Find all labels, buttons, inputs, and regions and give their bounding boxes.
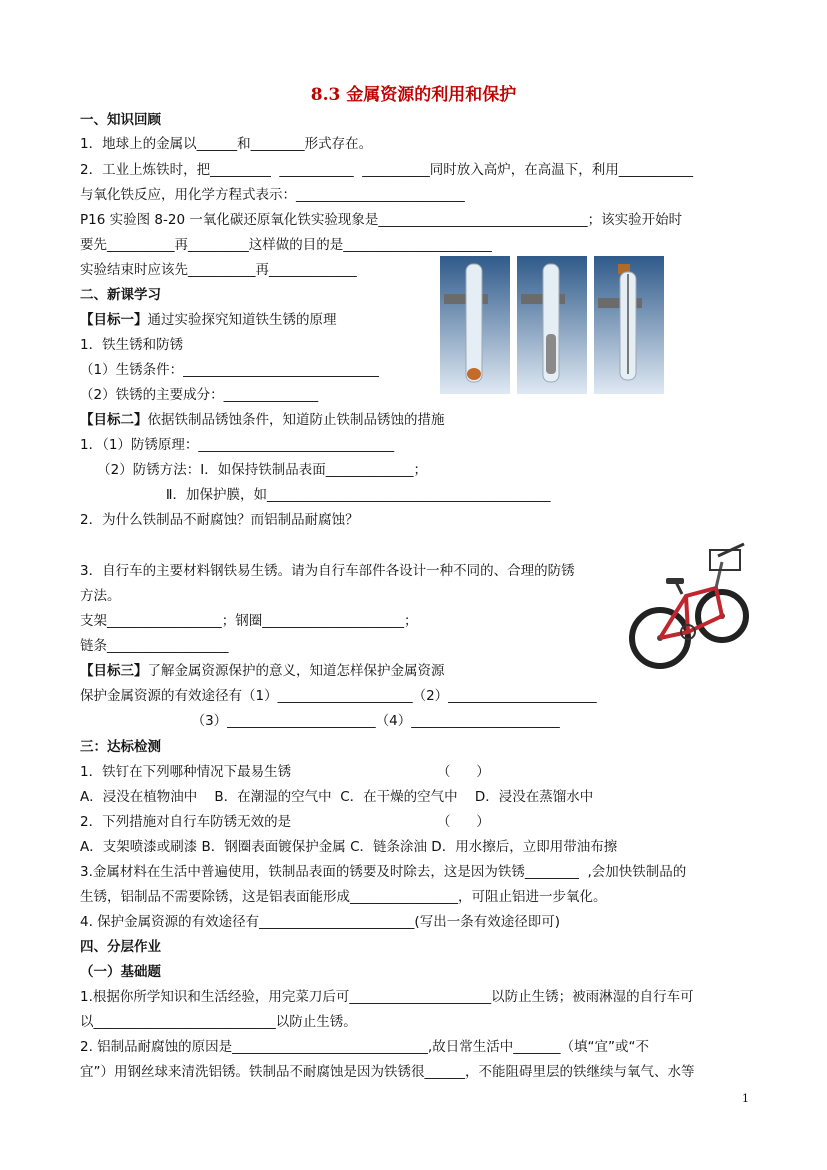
- text-line: 方法。: [80, 588, 121, 604]
- text-line: 3．自行车的主要材料钢铁易生锈。请为自行车部件各设计一种不同的、合理的防锈: [80, 563, 575, 579]
- text-line: 以___________________________以防止生锈。: [80, 1014, 357, 1030]
- text-line: 链条__________________: [80, 638, 229, 654]
- text-line: 一、知识回顾: [80, 112, 161, 128]
- text-line: 生锈，铝制品不需要除锈，这是铝表面能形成________________，可阻止铝进一步氧化。: [80, 889, 607, 905]
- text-line: 4. 保护金属资源的有效途径有_______________________(写出一条有效途径即可): [80, 914, 560, 930]
- goal-text: 了解金属资源保护的意义，知道怎样保护金属资源: [147, 663, 445, 679]
- text-line: 二、新课学习: [80, 287, 161, 303]
- text-line: [80, 661, 445, 681]
- goal-tag: 【目标二】: [80, 412, 148, 428]
- text-line: [80, 410, 445, 430]
- text-line: （2）防锈方法：Ⅰ．如保持铁制品表面_____________；: [80, 462, 427, 478]
- text-line: （2）铁锈的主要成分：______________: [80, 387, 319, 403]
- text-line: P16 实验图 8-20 一氧化碳还原氧化铁实验现象是_______________________________；该实验开始时: [80, 212, 683, 228]
- text-line: （3）______________________（4）______________________: [80, 713, 560, 729]
- text-line: 1．地球上的金属以______和________形式存在。: [80, 136, 373, 152]
- page-title: 8.3 金属资源的利用和保护: [310, 85, 517, 105]
- goal-tag: 【目标一】: [80, 312, 148, 328]
- text-line: 三：达标检测: [80, 739, 161, 755]
- text-line: （1）生锈条件：_____________________________: [80, 362, 379, 378]
- text-line: 保护金属资源的有效途径有（1）____________________（2）______________________: [80, 688, 597, 704]
- text-line: 2. 铝制品耐腐蚀的原因是_____________________________,故日常生活中_______（填“宜”或“不: [80, 1039, 649, 1055]
- bicycle-image: [626, 536, 750, 676]
- text-line: 宜”）用钢丝球来清洗铝锈。铁制品不耐腐蚀是因为铁锈很______，不能阻碍里层的铁继续与氧气、水等: [80, 1064, 695, 1080]
- text-line: 1.根据你所学知识和生活经验，用完菜刀后可_____________________以防止生锈；被雨淋湿的自行车可: [80, 989, 694, 1005]
- text-line: 1．（1）防锈原理：_____________________________: [80, 437, 395, 453]
- text-line: 2．下列措施对自行车防锈无效的是 （ ）: [80, 814, 490, 830]
- text-line: 3.金属材料在生活中普遍使用，铁制品表面的锈要及时除去，这是因为铁锈________ ,会加快铁制品的: [80, 864, 687, 880]
- goal-tag: 【目标三】: [80, 663, 148, 679]
- text-line: [80, 310, 337, 330]
- text-line: （一）基础题: [80, 964, 161, 980]
- text-line: 与氧化铁反应，用化学方程式表示：_________________________: [80, 187, 465, 203]
- goal-text: 通过实验探究知道铁生锈的原理: [147, 312, 337, 328]
- text-line: 2．为什么铁制品不耐腐蚀？而铝制品耐腐蚀？: [80, 512, 359, 528]
- text-line: 1．铁钉在下列哪种情况下最易生锈 （ ）: [80, 764, 490, 780]
- text-line: 要先__________再_________这样做的目的是______________________: [80, 237, 492, 253]
- text-line: Ⅱ．加保护膜，如__________________________________________: [80, 487, 551, 503]
- goal-text: 依据铁制品锈蚀条件，知道防止铁制品锈蚀的措施: [147, 412, 445, 428]
- text-line: A．支架喷漆或刷漆 B．钢圈表面镀保护金属 C．链条涂油 D．用水擦后，立即用带油布擦: [80, 839, 618, 855]
- text-line: 四、分层作业: [80, 939, 161, 955]
- text-line: 实验结束时应该先__________再_____________: [80, 262, 357, 278]
- text-line: A．浸没在植物油中 B．在潮湿的空气中 C．在干燥的空气中 D．浸没在蒸馏水中: [80, 789, 594, 805]
- test-tube-experiment-image: [440, 256, 664, 394]
- text-line: 2．工业上炼铁时，把_________ ___________ __________同时放入高炉，在高温下，利用___________: [80, 162, 694, 178]
- page-number: 1: [742, 1092, 749, 1105]
- text-line: 1．铁生锈和防锈: [80, 337, 184, 353]
- text-line: 支架_________________；钢圈_____________________；: [80, 613, 418, 629]
